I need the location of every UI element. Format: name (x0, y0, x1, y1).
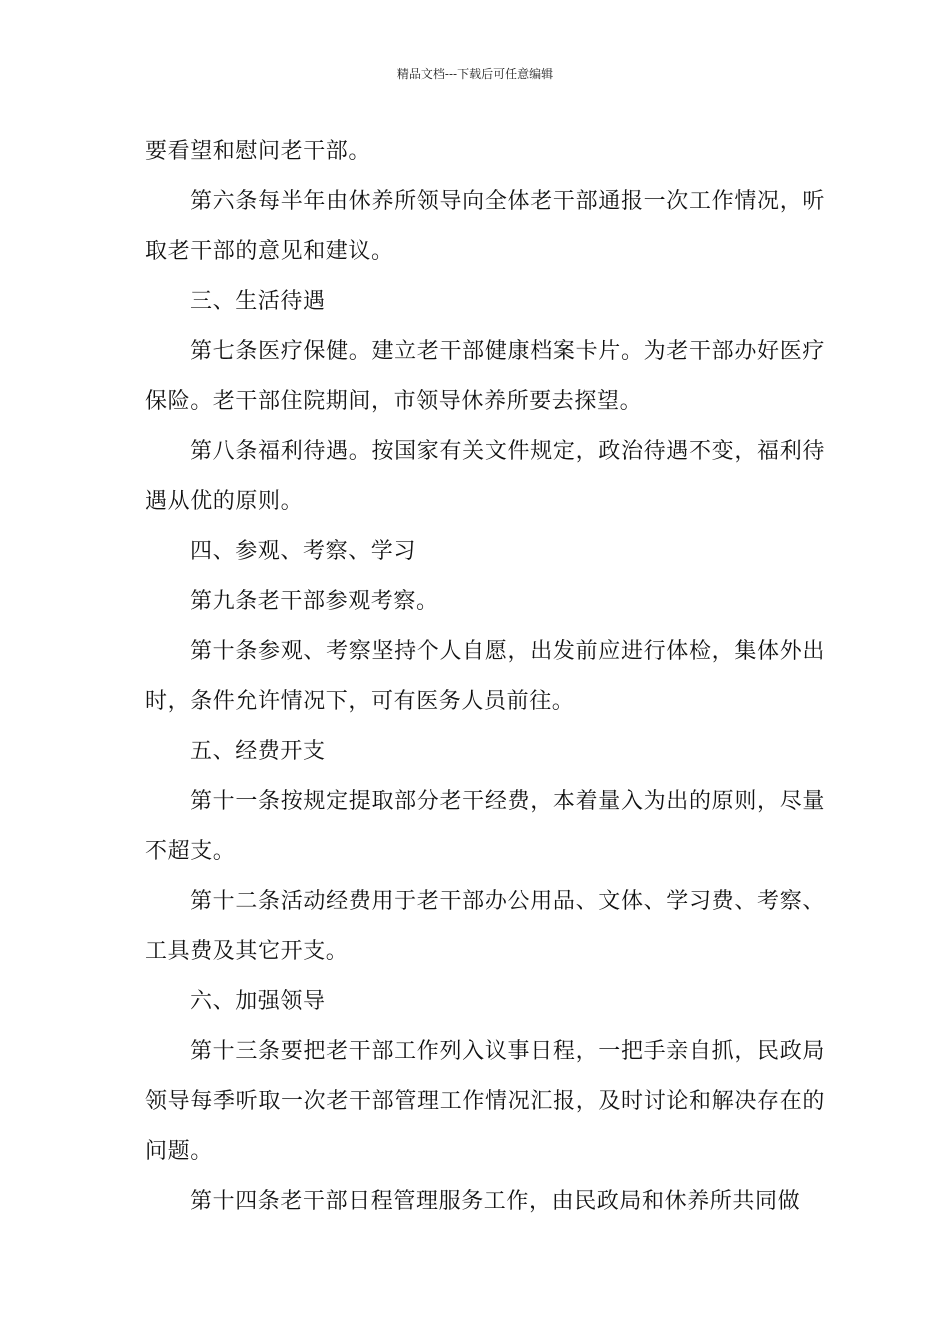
paragraph-continuation: 要看望和慰问老干部。 (145, 139, 372, 164)
page-header: 精品文档---下载后可任意编辑 (396, 67, 554, 81)
article-10: 第十条参观、考察坚持个人自愿，出发前应进行体检，集体外出时，条件允许情况下，可有医务人员前往。 (145, 639, 825, 714)
article-9: 第九条老干部参观考察。 (190, 589, 439, 614)
section-heading-4: 四、参观、考察、学习 (190, 539, 417, 564)
article-14: 第十四条老干部日程管理服务工作，由民政局和休养所共同做 (190, 1189, 801, 1214)
article-6: 第六条每半年由休养所领导向全体老干部通报一次工作情况，听取老干部的意见和建议。 (145, 189, 825, 264)
article-12: 第十二条活动经费用于老干部办公用品、文体、学习费、考察、工具费及其它开支。 (145, 889, 825, 964)
article-7: 第七条医疗保健。建立老干部健康档案卡片。为老干部办好医疗保险。老干部住院期间，市领导休养所要去探望。 (145, 339, 825, 414)
article-8: 第八条福利待遇。按国家有关文件规定，政治待遇不变，福利待遇从优的原则。 (145, 439, 825, 514)
article-13: 第十三条要把老干部工作列入议事日程，一把手亲自抓，民政局领导每季听取一次老干部管理工作情况汇报，及时讨论和解决存在的问题。 (145, 1039, 825, 1164)
document-body (145, 127, 825, 1227)
section-heading-6: 六、加强领导 (190, 989, 326, 1014)
section-heading-5: 五、经费开支 (190, 739, 326, 764)
section-heading-3: 三、生活待遇 (190, 289, 326, 314)
article-11: 第十一条按规定提取部分老干经费，本着量入为出的原则，尽量不超支。 (145, 789, 825, 864)
